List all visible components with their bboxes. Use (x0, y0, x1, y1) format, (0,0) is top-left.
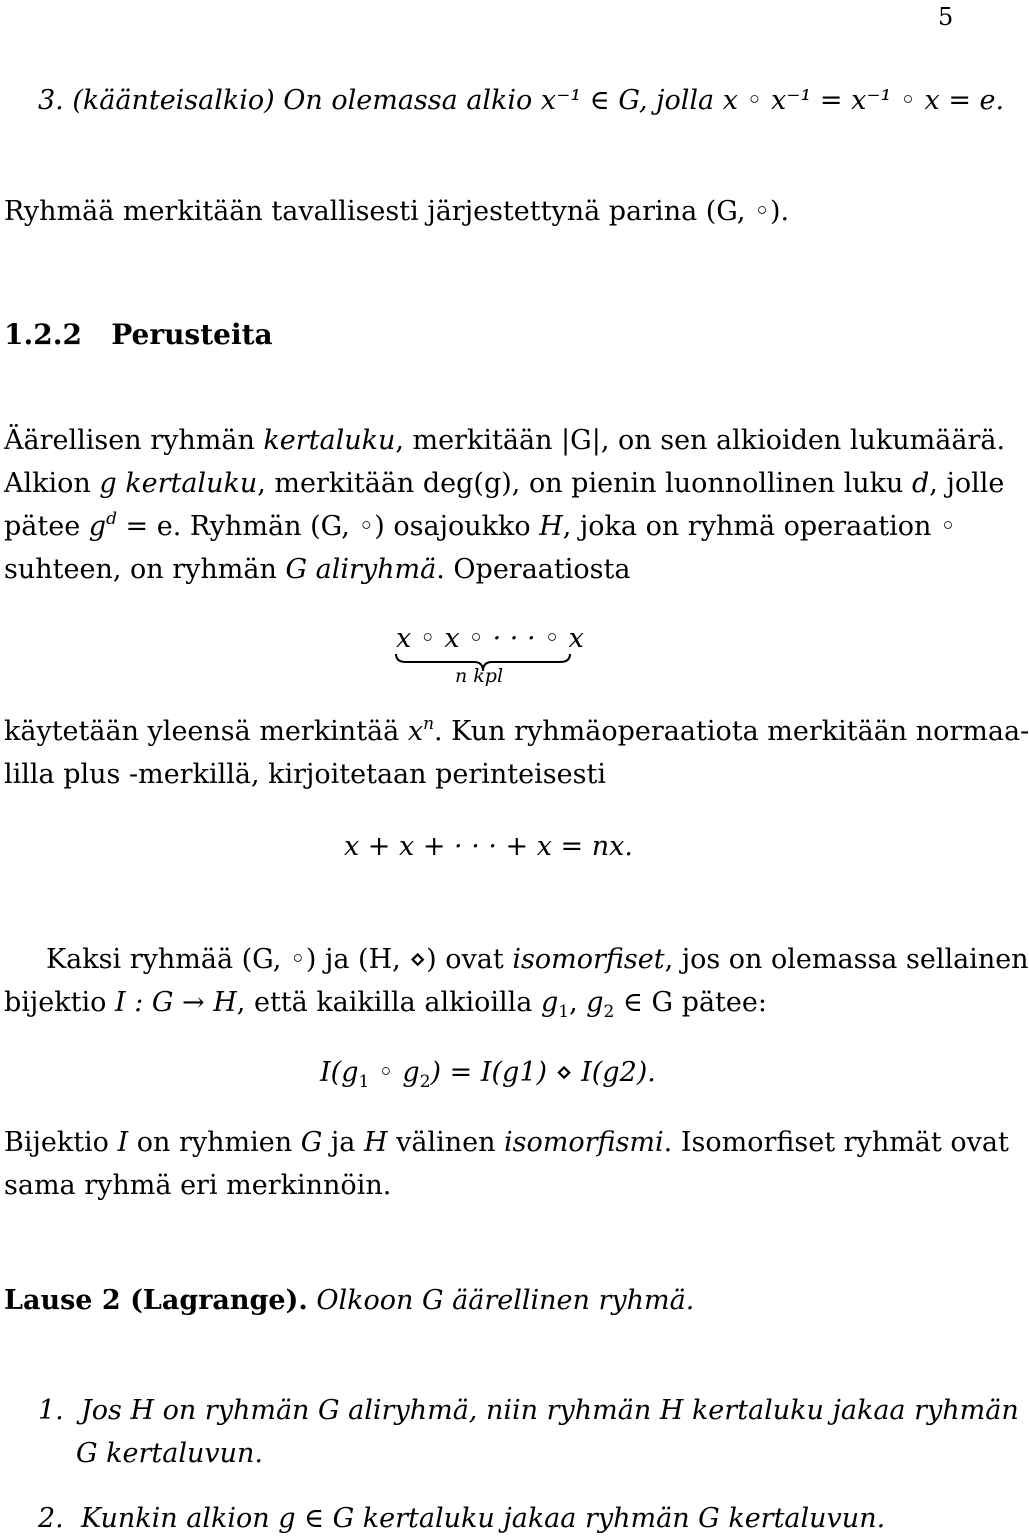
section-number: 1.2.2 (4, 318, 82, 351)
item-text-b: , jolla (638, 85, 723, 116)
term-isomorfiset: isomorfiset (512, 944, 665, 975)
theorem-item-1-line-1 (38, 1394, 1019, 1428)
text: käytetään yleensä merkintää (4, 716, 408, 747)
subscript: 2 (603, 1002, 615, 1022)
math-H: H (539, 511, 563, 542)
term-kertaluku: kertaluku (263, 425, 396, 456)
underbrace-label: n kpl (455, 665, 504, 687)
theorem-item-2 (38, 1502, 885, 1536)
text: , jolle (929, 468, 1005, 499)
item-text: Jos H on ryhmän G aliryhmä, niin ryhmän H kertaluku jakaa ryhmän (80, 1395, 1019, 1426)
list-item-3 (38, 84, 1004, 118)
page-number: 5 (938, 3, 954, 31)
term-kertaluku: kertaluku (116, 468, 258, 499)
math-mapping: I : G → H (114, 987, 237, 1018)
paragraph-1-line-3 (4, 510, 956, 544)
math-g: g (88, 511, 107, 542)
paragraph-1-line-2 (4, 467, 1004, 501)
text: ja (322, 1127, 364, 1158)
math-g: g (99, 468, 117, 499)
theorem-statement (4, 1284, 694, 1318)
text: Alkion (4, 468, 100, 499)
section-heading (4, 318, 273, 352)
text: . Operaatiosta (436, 554, 631, 585)
paragraph-4-line-1 (4, 1126, 1009, 1160)
text: . Isomorfiset ryhmät ovat (663, 1127, 1009, 1158)
item-number: 3. (38, 85, 64, 116)
item-number: 2. (38, 1503, 64, 1534)
paragraph-3-line-1 (46, 943, 1029, 977)
text: Äärellisen ryhmän (4, 425, 264, 456)
formula-underbrace-expr: x ◦ x ◦ · · · ◦ x (396, 623, 584, 654)
text: , (569, 987, 587, 1018)
math-H: H (363, 1127, 388, 1158)
text: , joka on ryhmä operaation ◦ (562, 511, 956, 542)
text: on ryhmien (128, 1127, 301, 1158)
math-g: g (540, 987, 559, 1018)
text: Bijektio (4, 1127, 118, 1158)
subscript: 1 (558, 1002, 570, 1022)
text: ◦ g (369, 1057, 420, 1088)
term-isomorfismi: isomorfismi (504, 1127, 664, 1158)
paragraph-1-line-1 (4, 424, 1005, 458)
math-I: I (117, 1127, 129, 1158)
subscript: 1 (358, 1072, 370, 1092)
item-text: Kunkin alkion g ∈ G kertaluku jakaa ryhmän G kertaluvun. (80, 1503, 886, 1534)
math-g: g (586, 987, 604, 1018)
paragraph-2-line-2: lilla plus -merkillä, kirjoitetaan perinteisesti (4, 759, 606, 790)
text: , merkitään deg(g), on pienin luonnollinen luku (257, 468, 912, 499)
item-math: x⁻¹ ∈ G (540, 85, 639, 116)
text: . Kun ryhmäoperaatiota merkitään normaa- (434, 716, 1029, 747)
text: ∈ G pätee: (614, 987, 767, 1018)
item-equation: x ◦ x⁻¹ = x⁻¹ ◦ x = e. (722, 85, 1005, 116)
paragraph-3-line-2 (4, 986, 767, 1020)
math-d: d (911, 468, 930, 499)
theorem-label: Lause 2 (Lagrange). (4, 1285, 308, 1316)
paragraph-2-line-1 (4, 715, 1029, 749)
text: bijektio (4, 987, 115, 1018)
paragraph-1-line-4 (4, 553, 630, 587)
text: pätee (4, 511, 89, 542)
text: ) = I(g1) ⋄ I(g2). (430, 1057, 656, 1088)
formula-sum: x + x + · · · + x = nx. (344, 831, 633, 862)
superscript-n: n (423, 714, 435, 734)
superscript-d: d (106, 509, 117, 529)
text: suhteen, on ryhmän (4, 554, 286, 585)
text: = e. Ryhmän (G, ◦) osajoukko (116, 511, 540, 542)
term-aliryhma: aliryhmä (307, 554, 437, 585)
paragraph-group-notation: Ryhmää merkitään tavallisesti järjestettynä parina (G, ◦). (4, 196, 790, 227)
section-title: Perusteita (111, 318, 273, 351)
text: , merkitään |G|, on sen alkioiden lukumäärä. (395, 425, 1006, 456)
theorem-text: Olkoon G äärellinen ryhmä. (316, 1285, 695, 1316)
item-text: (käänteisalkio) On olemassa alkio (72, 85, 541, 116)
theorem-item-1-line-2: G kertaluvun. (76, 1438, 263, 1469)
text: , että kaikilla alkioilla (236, 987, 541, 1018)
subscript: 2 (419, 1072, 431, 1092)
text: I(g (320, 1057, 359, 1088)
math-G: G (300, 1127, 323, 1158)
text: välinen (387, 1127, 505, 1158)
formula-isomorphism (320, 1056, 656, 1090)
math-x: x (407, 716, 424, 747)
text: Kaksi ryhmää (G, ◦) ja (H, ⋄) ovat (46, 944, 513, 975)
item-number: 1. (38, 1395, 64, 1426)
math-G: G (285, 554, 308, 585)
text: , jos on olemassa sellainen (664, 944, 1029, 975)
paragraph-4-line-2: sama ryhmä eri merkinnöin. (4, 1170, 392, 1201)
